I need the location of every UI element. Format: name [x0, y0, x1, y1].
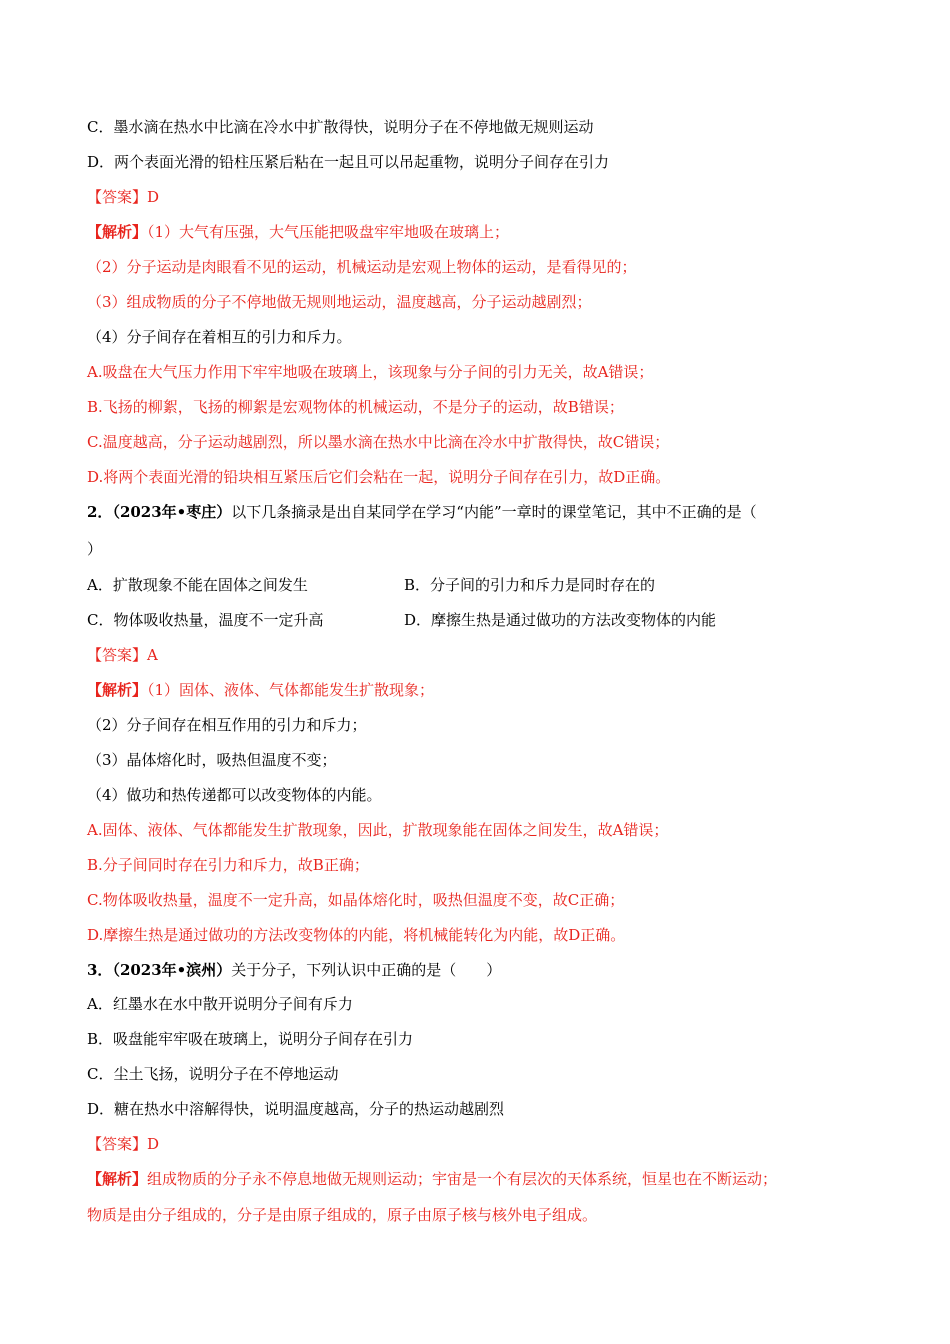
q1-analysis-3: （3）组成物质的分子不停地做无规则地运动，温度越高，分子运动越剧烈；: [87, 293, 592, 311]
q2-explain-a: A.固体、液体、气体都能发生扩散现象，因此，扩散现象能在固体之间发生，故A错误；: [87, 821, 669, 839]
q1-explain-d: D.将两个表面光滑的铅块相互紧压后它们会粘在一起，说明分子间存在引力，故D正确。: [87, 468, 671, 486]
q1-option-c: C．墨水滴在热水中比滴在冷水中扩散得快，说明分子在不停地做无规则运动: [87, 118, 594, 136]
q1-explain-b: B.飞扬的柳絮，飞扬的柳絮是宏观物体的机械运动，不是分子的运动，故B错误；: [87, 398, 624, 416]
q2-options-row-2: [87, 610, 877, 630]
q2-option-d: D．摩擦生热是通过做功的方法改变物体的内能: [404, 611, 717, 629]
q2-analysis-label: 【解析】: [87, 681, 148, 699]
q3-analysis-1: [87, 1169, 877, 1189]
q3-option-d: D．糖在热水中溶解得快，说明温度越高，分子的热运动越剧烈: [87, 1100, 505, 1118]
q1-analysis-1: [87, 222, 877, 242]
q2-number: 2．: [87, 503, 113, 521]
q1-analysis-1-text: （1）大气有压强，大气压能把吸盘牢牢地吸在玻璃上；: [147, 223, 510, 241]
q1-analysis-2: （2）分子运动是肉眼看不见的运动，机械运动是宏观上物体的运动，是看得见的；: [87, 258, 637, 276]
q3-stem-text: 关于分子，下列认识中正确的是（ ）: [231, 961, 502, 979]
q3-stem: [87, 960, 877, 980]
q1-answer-value: D: [147, 188, 160, 206]
q2-option-c: C．物体吸收热量，温度不一定升高: [87, 611, 324, 629]
q2-explain-d: D.摩擦生热是通过做功的方法改变物体的内能，将机械能转化为内能，故D正确。: [87, 926, 626, 944]
q1-analysis-label: 【解析】: [87, 223, 148, 241]
q2-stem: [87, 502, 877, 522]
q2-option-a: A．扩散现象不能在固体之间发生: [87, 576, 308, 594]
q3-option-b: B．吸盘能牢牢吸在玻璃上，说明分子间存在引力: [87, 1030, 414, 1048]
q2-answer: [87, 645, 877, 665]
q3-analysis-2: 物质是由分子组成的，分子是由原子组成的，原子由原子核与核外电子组成。: [87, 1206, 598, 1224]
q2-explain-b: B.分子间同时存在引力和斥力，故B正确；: [87, 856, 369, 874]
q1-option-d: D．两个表面光滑的铅柱压紧后粘在一起且可以吊起重物，说明分子间存在引力: [87, 153, 610, 171]
q2-analysis-2: （2）分子间存在相互作用的引力和斥力；: [87, 716, 367, 734]
q3-analysis-label: 【解析】: [87, 1170, 148, 1188]
q2-analysis-4: （4）做功和热传递都可以改变物体的内能。: [87, 786, 382, 804]
q2-source: （2023年•枣庄）: [112, 503, 232, 521]
q2-stem-end: ）: [87, 540, 103, 558]
q3-analysis-1-text: 组成物质的分子永不停息地做无规则运动；宇宙是一个有层次的天体系统，恒星也在不断运动；: [147, 1170, 778, 1188]
q2-answer-label: 【答案】: [87, 646, 148, 664]
q2-analysis-1: [87, 680, 877, 700]
q3-option-a: A．红墨水在水中散开说明分子间有斥力: [87, 995, 353, 1013]
q3-number: 3．: [87, 961, 113, 979]
q3-answer-value: D: [147, 1135, 160, 1153]
q2-answer-value: A: [147, 646, 158, 664]
q1-explain-c: C.温度越高，分子运动越剧烈，所以墨水滴在热水中比滴在冷水中扩散得快，故C错误；: [87, 433, 670, 451]
q3-answer-label: 【答案】: [87, 1135, 148, 1153]
q2-option-b: B．分子间的引力和斥力是同时存在的: [404, 576, 656, 594]
q2-explain-c: C.物体吸收热量，温度不一定升高，如晶体熔化时，吸热但温度不变，故C正确；: [87, 891, 625, 909]
q1-explain-a: A.吸盘在大气压力作用下牢牢地吸在玻璃上，该现象与分子间的引力无关，故A错误；: [87, 363, 654, 381]
q2-stem-text: 以下几条摘录是出自某同学在学习“内能”一章时的课堂笔记，其中不正确的是（: [231, 503, 757, 521]
q3-option-c: C．尘土飞扬，说明分子在不停地运动: [87, 1065, 339, 1083]
q3-source: （2023年•滨州）: [112, 961, 232, 979]
q2-options-row-1: [87, 575, 877, 595]
q3-answer: [87, 1134, 877, 1154]
q2-analysis-1-text: （1）固体、液体、气体都能发生扩散现象；: [147, 681, 435, 699]
q1-answer: [87, 187, 877, 207]
q2-analysis-3: （3）晶体熔化时，吸热但温度不变；: [87, 751, 337, 769]
q1-analysis-4: （4）分子间存在着相互的引力和斥力。: [87, 328, 352, 346]
q1-answer-label: 【答案】: [87, 188, 148, 206]
